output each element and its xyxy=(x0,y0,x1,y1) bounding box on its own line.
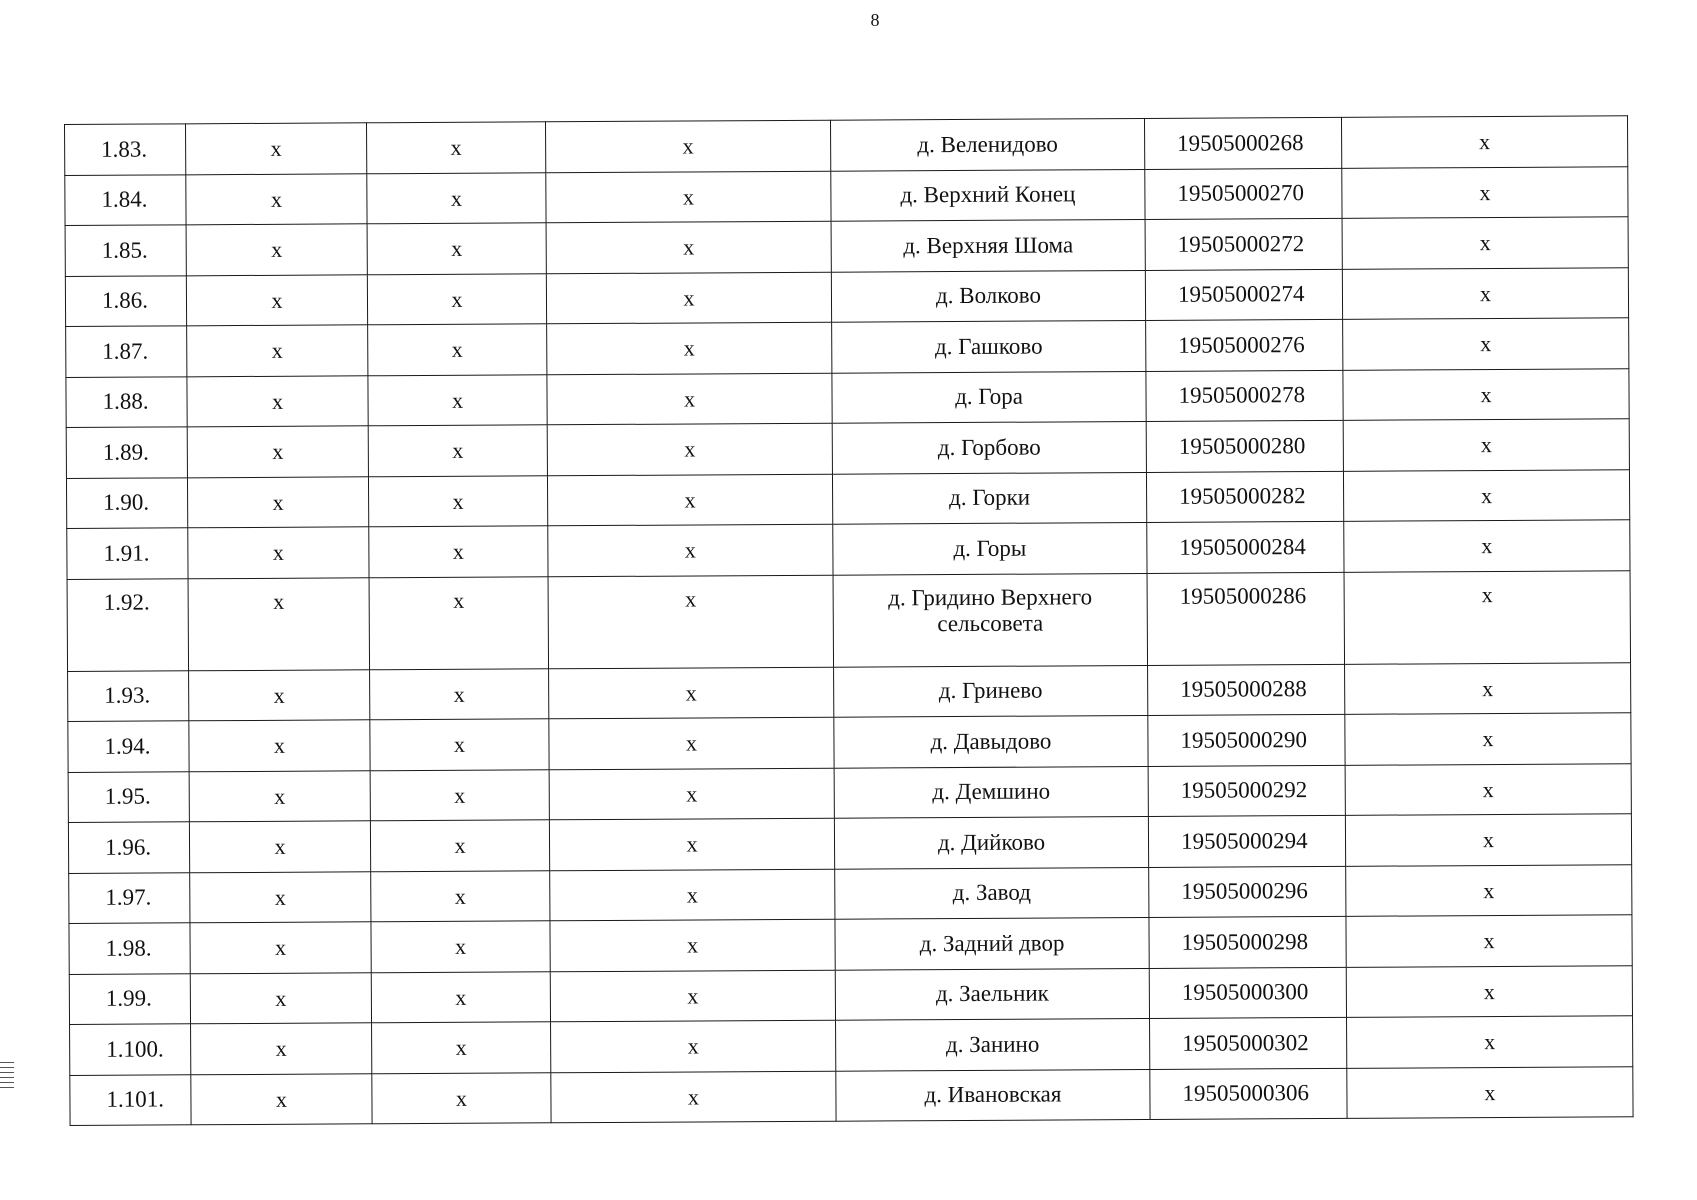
settlement-code-cell: 19505000270 xyxy=(1145,168,1342,220)
column-3-cell: x xyxy=(368,425,547,476)
column-2-cell: x xyxy=(191,1023,372,1075)
column-3-cell: x xyxy=(371,921,550,972)
table-row xyxy=(66,469,1629,528)
settlement-name-cell: д. Верхняя Шома xyxy=(831,219,1145,271)
settlement-code-cell: 19505000294 xyxy=(1148,815,1345,867)
column-4-cell: x xyxy=(546,171,831,223)
column-7-cell: x xyxy=(1345,713,1631,765)
column-2-cell: x xyxy=(186,173,367,225)
settlement-code-cell: 19505000276 xyxy=(1146,319,1343,371)
margin-mark xyxy=(0,1067,14,1068)
column-3-cell: x xyxy=(371,870,550,921)
column-3-cell: x xyxy=(370,668,549,719)
column-7-cell: x xyxy=(1346,864,1632,916)
column-7-cell: x xyxy=(1347,1016,1633,1068)
margin-mark xyxy=(0,1077,14,1078)
column-3-cell: x xyxy=(372,1022,551,1073)
column-2-cell: x xyxy=(186,274,367,326)
row-number-cell: 1.86. xyxy=(65,275,186,326)
settlement-name-cell: д. Волково xyxy=(831,270,1145,322)
column-7-cell: x xyxy=(1345,814,1631,866)
column-7-cell: x xyxy=(1346,915,1632,967)
column-2-cell: x xyxy=(189,669,370,721)
column-7-cell: x xyxy=(1343,419,1629,471)
column-4-cell: x xyxy=(550,919,835,971)
row-number-cell: 1.90. xyxy=(66,477,187,528)
column-4-cell: x xyxy=(546,272,831,324)
table-row xyxy=(69,864,1632,923)
settlement-code-cell: 19505000272 xyxy=(1145,218,1342,270)
table-row xyxy=(68,814,1631,873)
table-row xyxy=(65,217,1628,276)
column-4-cell: x xyxy=(551,1071,836,1123)
row-number-cell: 1.91. xyxy=(67,528,188,579)
column-4-cell: x xyxy=(548,575,834,669)
row-number-cell: 1.84. xyxy=(65,174,186,225)
column-3-cell: x xyxy=(372,1072,551,1123)
row-number-cell: 1.92. xyxy=(67,578,189,671)
column-4-cell: x xyxy=(551,1020,836,1072)
column-4-cell: x xyxy=(547,474,832,526)
row-number-cell: 1.93. xyxy=(68,670,189,721)
row-number-cell: 1.83. xyxy=(65,124,186,175)
row-number-cell: 1.98. xyxy=(69,923,190,974)
column-3-cell: x xyxy=(371,971,550,1022)
column-2-cell: x xyxy=(187,325,368,377)
settlement-code-cell: 19505000296 xyxy=(1149,866,1346,918)
column-2-cell: x xyxy=(190,922,371,974)
table-row xyxy=(66,419,1629,478)
settlement-name-cell: д. Занино xyxy=(836,1018,1150,1070)
settlement-name-cell: д. Веленидово xyxy=(830,118,1144,170)
column-4-cell: x xyxy=(549,667,834,719)
settlement-name-cell: д. Гридино Верхнего сельсовета xyxy=(833,573,1148,667)
row-number-cell: 1.85. xyxy=(65,225,186,276)
row-number-cell: 1.100. xyxy=(70,1024,191,1075)
column-3-cell: x xyxy=(370,719,549,770)
column-7-cell: x xyxy=(1344,570,1631,664)
row-number-cell: 1.87. xyxy=(66,326,187,377)
table-row xyxy=(65,166,1628,225)
table-row xyxy=(70,1066,1633,1125)
column-7-cell: x xyxy=(1346,965,1632,1017)
settlement-code-cell: 19505000282 xyxy=(1146,471,1343,523)
margin-mark xyxy=(0,1082,14,1083)
column-3-cell: x xyxy=(367,172,546,223)
column-3-cell: x xyxy=(367,223,546,274)
settlement-name-cell: д. Демшино xyxy=(834,766,1148,818)
column-4-cell: x xyxy=(545,120,830,172)
row-number-cell: 1.101. xyxy=(70,1074,191,1125)
column-2-cell: x xyxy=(191,1073,372,1125)
settlement-name-cell: д. Дийково xyxy=(834,816,1148,868)
column-2-cell: x xyxy=(186,224,367,276)
column-2-cell: x xyxy=(190,871,371,923)
column-3-cell: x xyxy=(370,820,549,871)
settlement-code-cell: 19505000290 xyxy=(1148,714,1345,766)
settlement-name-cell: д. Ивановская xyxy=(836,1069,1150,1121)
row-number-cell: 1.88. xyxy=(66,376,187,427)
column-7-cell: x xyxy=(1345,662,1631,714)
settlement-code-cell: 19505000288 xyxy=(1148,664,1345,716)
row-number-cell: 1.89. xyxy=(66,427,187,478)
column-2-cell: x xyxy=(187,476,368,528)
column-4-cell: x xyxy=(549,768,834,820)
column-3-cell: x xyxy=(367,273,546,324)
settlement-name-cell: д. Завод xyxy=(835,867,1149,919)
column-2-cell: x xyxy=(188,577,370,670)
row-number-cell: 1.95. xyxy=(68,771,189,822)
column-7-cell: x xyxy=(1343,368,1629,420)
column-7-cell: x xyxy=(1347,1066,1633,1118)
column-4-cell: x xyxy=(550,970,835,1022)
settlement-code-cell: 19505000284 xyxy=(1147,521,1344,573)
column-7-cell: x xyxy=(1343,318,1629,370)
settlement-name-cell: д. Задний двор xyxy=(835,917,1149,969)
row-number-cell: 1.96. xyxy=(68,822,189,873)
column-3-cell: x xyxy=(368,475,547,526)
column-2-cell: x xyxy=(189,720,370,772)
column-7-cell: x xyxy=(1342,217,1628,269)
table-row xyxy=(66,368,1629,427)
column-3-cell: x xyxy=(369,526,548,577)
table-row xyxy=(66,318,1629,377)
column-7-cell: x xyxy=(1343,469,1629,521)
table-body xyxy=(65,116,1634,1126)
page-number: 8 xyxy=(870,10,880,30)
settlements-table xyxy=(64,115,1634,1126)
column-4-cell: x xyxy=(549,717,834,769)
settlement-name-cell: д. Горы xyxy=(833,522,1147,574)
table-row xyxy=(70,1016,1633,1075)
row-number-cell: 1.99. xyxy=(69,973,190,1024)
settlement-code-cell: 19505000292 xyxy=(1148,765,1345,817)
column-3-cell: x xyxy=(368,324,547,375)
settlement-code-cell: 19505000280 xyxy=(1146,420,1343,472)
settlement-name-cell: д. Давыдово xyxy=(834,715,1148,767)
column-3-cell: x xyxy=(369,576,549,669)
column-7-cell: x xyxy=(1344,520,1630,572)
margin-mark xyxy=(0,1087,14,1088)
column-7-cell: x xyxy=(1342,166,1628,218)
column-4-cell: x xyxy=(547,423,832,475)
settlement-name-cell: д. Гринево xyxy=(834,665,1148,717)
column-2-cell: x xyxy=(187,375,368,427)
column-4-cell: x xyxy=(550,869,835,921)
column-2-cell: x xyxy=(189,821,370,873)
table-row xyxy=(69,915,1632,974)
settlement-name-cell: д. Заельник xyxy=(835,968,1149,1020)
row-number-cell: 1.97. xyxy=(69,872,190,923)
column-7-cell: x xyxy=(1345,763,1631,815)
table-row xyxy=(65,116,1628,175)
column-3-cell: x xyxy=(368,374,547,425)
margin-mark xyxy=(0,1062,14,1063)
table-row xyxy=(68,763,1631,822)
column-4-cell: x xyxy=(547,322,832,374)
column-2-cell: x xyxy=(190,972,371,1024)
column-4-cell: x xyxy=(548,524,833,576)
settlement-code-cell: 19505000286 xyxy=(1147,572,1345,665)
column-2-cell: x xyxy=(189,770,370,822)
settlement-name-cell: д. Горбово xyxy=(832,421,1146,473)
column-2-cell: x xyxy=(188,527,369,579)
settlement-code-cell: 19505000268 xyxy=(1144,117,1341,169)
row-number-cell: 1.94. xyxy=(68,721,189,772)
settlement-name-cell: д. Гора xyxy=(832,371,1146,423)
settlement-code-cell: 19505000278 xyxy=(1146,370,1343,422)
settlement-code-cell: 19505000274 xyxy=(1145,269,1342,321)
column-4-cell: x xyxy=(549,818,834,870)
settlement-name-cell: д. Гашково xyxy=(832,320,1146,372)
table-row xyxy=(68,713,1631,772)
column-2-cell: x xyxy=(186,123,367,175)
column-3-cell: x xyxy=(370,769,549,820)
column-3-cell: x xyxy=(366,122,545,173)
column-2-cell: x xyxy=(187,426,368,478)
column-7-cell: x xyxy=(1341,116,1627,168)
table-row xyxy=(69,965,1632,1024)
table-row xyxy=(65,267,1628,326)
column-4-cell: x xyxy=(546,221,831,273)
margin-mark xyxy=(0,1072,14,1073)
table-row xyxy=(68,662,1631,721)
table-row xyxy=(67,520,1630,579)
column-4-cell: x xyxy=(547,373,832,425)
column-7-cell: x xyxy=(1342,267,1628,319)
settlement-code-cell: 19505000298 xyxy=(1149,916,1346,968)
table-row xyxy=(67,570,1630,671)
settlement-code-cell: 19505000306 xyxy=(1150,1068,1347,1120)
settlement-code-cell: 19505000300 xyxy=(1149,967,1346,1019)
settlement-name-cell: д. Верхний Конец xyxy=(831,169,1145,221)
settlement-name-cell: д. Горки xyxy=(832,472,1146,524)
settlement-code-cell: 19505000302 xyxy=(1150,1017,1347,1069)
